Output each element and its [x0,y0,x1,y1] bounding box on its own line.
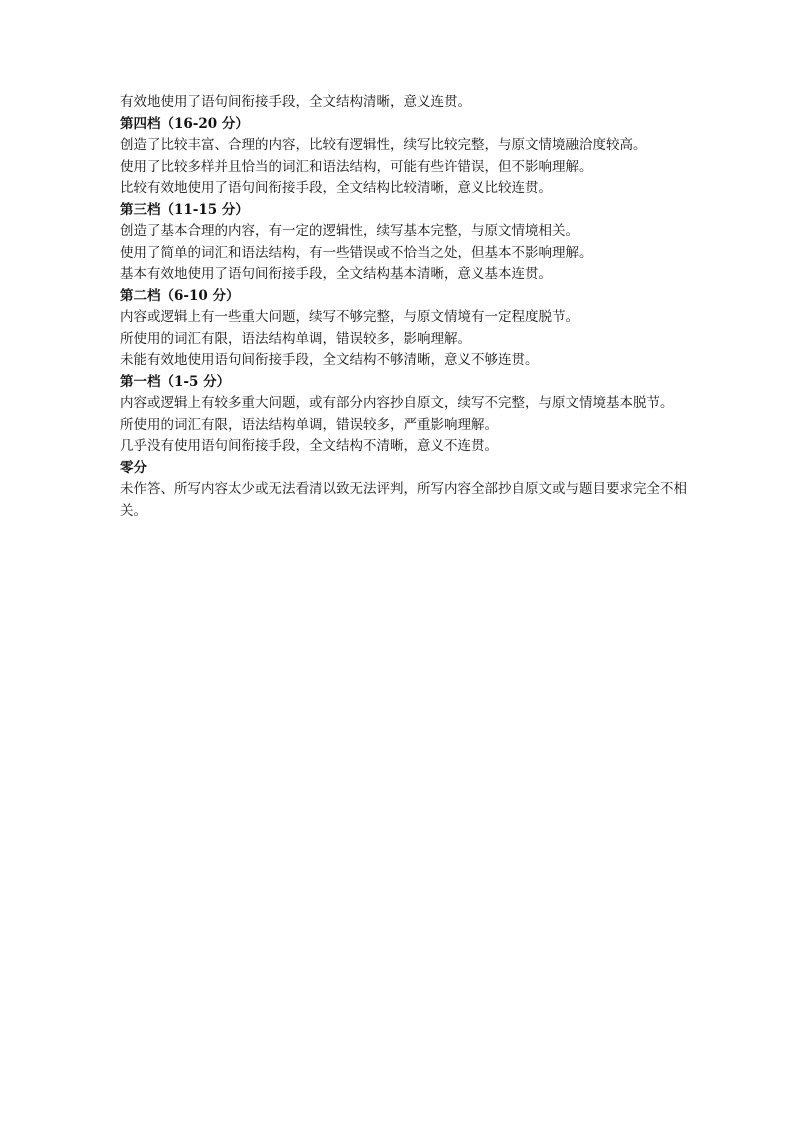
document-page [120,92,720,522]
section-tier-3 [120,200,720,286]
criterion-line: 创造了比较丰富、合理的内容，比较有逻辑性，续写比较完整，与原文情境融洽度较高。 [120,137,647,153]
section-tier-1 [120,372,720,458]
section-heading: 第四档（16-20 分） [120,115,249,132]
section-tier-2 [120,286,720,372]
section-heading: 第一档（1-5 分） [120,373,231,390]
zero-criterion-text: 未作答、所写内容太少或无法看清以致无法评判，所写内容全部抄自原文或与题目要求完全不相关。 [120,481,687,519]
criterion-line: 内容或逻辑上有较多重大问题，或有部分内容抄自原文，续写不完整，与原文情境基本脱节。 [120,395,674,411]
section-zero [120,458,720,523]
criterion-line: 基本有效地使用了语句间衔接手段，全文结构基本清晰，意义基本连贯。 [120,266,552,282]
criterion-line: 所使用的词汇有限，语法结构单调，错误较多，严重影响理解。 [120,416,498,433]
criterion-line: 几乎没有使用语句间衔接手段，全文结构不清晰，意义不连贯。 [120,438,498,454]
section-heading: 零分 [120,459,147,476]
criterion-line: 所使用的词汇有限，语法结构单调，错误较多，影响理解。 [120,330,471,347]
criterion-line: 内容或逻辑上有一些重大问题，续写不够完整，与原文情境有一定程度脱节。 [120,309,579,325]
criterion-line: 未能有效地使用语句间衔接手段，全文结构不够清晰，意义不够连贯。 [120,352,539,368]
intro-line: 有效地使用了语句间衔接手段，全文结构清晰，意义连贯。 [120,94,471,110]
section-heading: 第二档（6-10 分） [120,287,240,304]
criterion-line: 比较有效地使用了语句间衔接手段，全文结构比较清晰，意义比较连贯。 [120,180,552,196]
criterion-line: 创造了基本合理的内容，有一定的逻辑性，续写基本完整，与原文情境相关。 [120,223,579,239]
section-heading: 第三档（11-15 分） [120,201,249,218]
criterion-line: 使用了简单的词汇和语法结构，有一些错误或不恰当之处，但基本不影响理解。 [120,244,593,261]
section-tier-4 [120,114,720,200]
criterion-line: 使用了比较多样并且恰当的词汇和语法结构，可能有些许错误，但不影响理解。 [120,158,593,175]
